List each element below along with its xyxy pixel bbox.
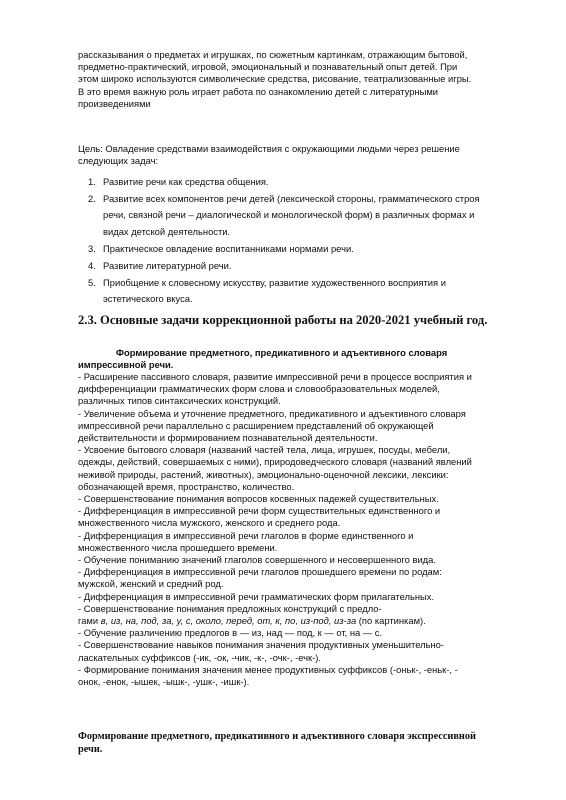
list-item-line: эстетического вкуса. <box>103 293 193 305</box>
final-heading-line: речи. <box>78 744 103 755</box>
list-item-line: Развитие всех компонентов речи детей (лексической стороны, грамматического строя <box>103 193 480 205</box>
task-line: - Совершенствование понимания предложных конструкций с предло- <box>78 602 382 614</box>
intro-line: В это время важную роль играет работа по ознакомлению детей с литературными <box>78 85 439 97</box>
list-item-line: Развитие литературной речи. <box>103 260 232 272</box>
intro-line: предметно-практический, игровой, эмоциональный и познавательный опыт детей. При <box>78 61 458 73</box>
section-heading: 2.3. Основные задачи коррекционной работы на 2020-2021 учебный год. <box>78 313 488 327</box>
list-number: 3. <box>88 242 96 254</box>
task-line: импрессивной речи параллельно с расширением представлений об окружающей <box>78 419 434 431</box>
task-paragraph <box>78 603 516 627</box>
task-paragraph <box>78 639 516 663</box>
task-paragraph <box>78 554 516 566</box>
task-line: - Дифференциация в импрессивной речи глаголов в форме единственного и <box>78 529 414 541</box>
list-item-line: Приобщение к словесному искусству, развитие художественного восприятия и <box>103 277 446 289</box>
task-paragraph <box>78 408 516 445</box>
task-line: дифференциации грамматических форм слова и словообразовательных моделей, <box>78 383 440 395</box>
task-paragraph <box>78 371 516 408</box>
task-line: мужской, женский и средний род. <box>78 578 224 590</box>
task-line: - Обучение пониманию значений глаголов совершенного и несовершенного вида. <box>78 554 436 566</box>
goal-line: следующих задач: <box>78 155 159 167</box>
list-number: 1. <box>88 176 96 187</box>
list-item <box>78 277 516 305</box>
task-line: обозначающей время, пространство, количество. <box>78 480 295 492</box>
task-line: действительности и формированием познавательной деятельности. <box>78 432 378 444</box>
task-list <box>78 176 516 306</box>
task-line: - Дифференциация в импрессивной речи глаголов прошедшего времени по родам: <box>78 566 442 578</box>
final-heading <box>78 730 528 756</box>
task-line: - Дифференциация в импрессивной речи форм существительных единственного и <box>78 505 441 517</box>
task-line: ласкательных суффиксов (-ик, -ок, -чик, -к-, -очк-, -ечк-). <box>78 651 321 663</box>
task-line: - Формирование понимания значения менее продуктивных суффиксов (-оньк-, -еньк-, - <box>78 663 458 675</box>
task-line: - Расширение пассивного словаря, развитие импрессивной речи в процессе восприятия и <box>78 371 472 382</box>
task-paragraph <box>78 566 516 590</box>
correction-task-list <box>78 371 516 688</box>
task-paragraph <box>78 444 516 493</box>
task-line: - Усвоение бытового словаря (названий частей тела, лица, игрушек, посуды, мебели, <box>78 444 451 456</box>
intro-paragraph <box>78 49 516 110</box>
task-line: неживой природы, растений, животных), эмоционально-оценочной лексики, лексики: <box>78 468 449 480</box>
prepositions-list: в, из, на, под, за, у, с, около, перед, от, к, по, из-под, из-за <box>100 615 357 627</box>
prepositions-pre: гами <box>78 615 101 627</box>
goal-paragraph <box>78 143 516 167</box>
task-line: множественного числа мужского, женского и среднего рода. <box>78 517 341 529</box>
task-line: различных типов синтаксических конструкций. <box>78 395 281 407</box>
subheading <box>78 347 516 371</box>
list-item-line: видах детской деятельности. <box>103 225 231 237</box>
list-item <box>78 193 516 238</box>
task-line: - Увеличение объема и уточнение предметного, предикативного и адъективного словаря <box>78 407 466 419</box>
prepositions-post: (по картинкам). <box>356 615 426 627</box>
list-item <box>78 260 516 272</box>
task-line: одежды, действий, совершаемых с ними), природоведческого словаря (названий явлений <box>78 456 472 468</box>
list-item-line: Практическое овладение воспитанниками нормами речи. <box>103 242 354 254</box>
prepositions-line <box>78 615 516 627</box>
list-item <box>78 243 516 255</box>
task-paragraph <box>78 493 516 505</box>
intro-line: этом широко используются символические средства, рисование, театрализованные игры. <box>78 73 472 85</box>
final-heading-line: Формирование предметного, предикативного и адъективного словаря экспрессивной <box>78 731 476 742</box>
task-paragraph <box>78 505 516 529</box>
goal-line: Цель: Овладение средствами взаимодействия с окружающими людьми через решение <box>78 143 460 154</box>
task-paragraph <box>78 530 516 554</box>
task-paragraph <box>78 664 516 688</box>
task-line: онок, -енок, -ышек, -ышк-, -ушк-, -ишк-). <box>78 676 250 688</box>
intro-line: произведениями <box>78 97 151 109</box>
task-paragraph <box>78 627 516 639</box>
list-number: 2. <box>88 193 96 205</box>
task-line: - Дифференциация в импрессивной речи грамматических форм прилагательных. <box>78 590 435 602</box>
subheading-line: импрессивной речи. <box>78 359 174 371</box>
list-number: 5. <box>88 277 96 289</box>
list-item-line: Развитие речи как средства общения. <box>103 176 269 187</box>
task-line: - Обучение различению предлогов в — из, над — под, к — от, на — с. <box>78 627 383 639</box>
task-line: - Совершенствование понимания вопросов косвенных падежей существительных. <box>78 493 439 505</box>
task-paragraph <box>78 591 516 603</box>
intro-line: рассказывания о предметах и игрушках, по сюжетным картинкам, отражающим бытовой, <box>78 49 468 60</box>
list-number: 4. <box>88 260 96 272</box>
list-item <box>78 176 516 188</box>
task-line: - Совершенствование навыков понимания значения продуктивных уменьшительно- <box>78 639 444 651</box>
list-item-line: речи, связной речи – диалогической и монологической форм) в различных формах и <box>103 209 475 221</box>
subheading-line: Формирование предметного, предикативного и адъективного словаря <box>116 347 448 358</box>
task-line: множественного числа прошедшего времени. <box>78 541 278 553</box>
